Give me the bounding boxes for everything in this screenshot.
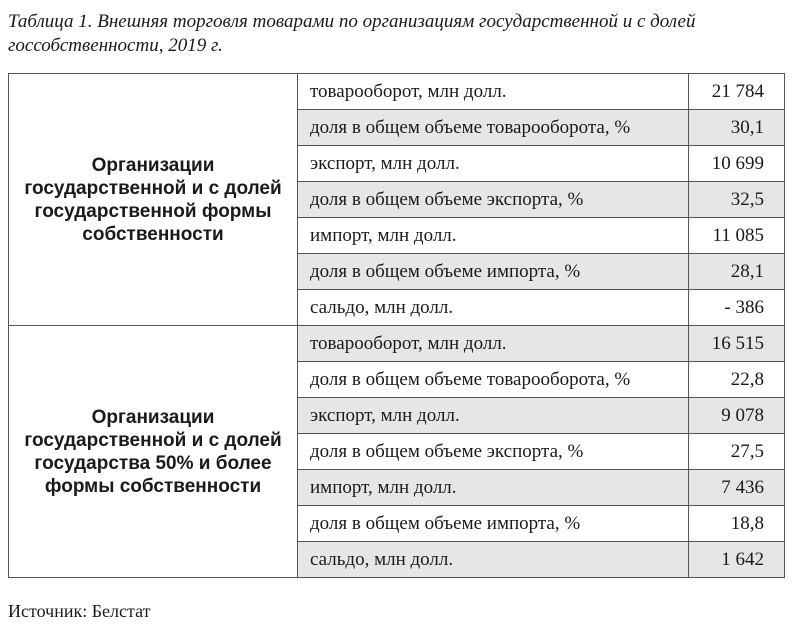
row-label: товарооборот, млн долл. xyxy=(298,74,689,110)
row-value: 30,1 xyxy=(689,110,785,146)
row-label: импорт, млн долл. xyxy=(298,470,689,506)
row-label: импорт, млн долл. xyxy=(298,218,689,254)
row-value: - 386 xyxy=(689,290,785,326)
row-label: доля в общем объеме товарооборота, % xyxy=(298,110,689,146)
row-value: 16 515 xyxy=(689,326,785,362)
row-value: 27,5 xyxy=(689,434,785,470)
table-caption: Таблица 1. Внешняя торговля товарами по организациям государственной и с долей госсобственности, 2019 г. xyxy=(8,11,696,56)
row-label: доля в общем объеме импорта, % xyxy=(298,506,689,542)
row-value: 32,5 xyxy=(689,182,785,218)
row-label: доля в общем объеме товарооборота, % xyxy=(298,362,689,398)
table-row xyxy=(9,326,785,362)
row-label: доля в общем объеме импорта, % xyxy=(298,254,689,290)
group-title: Организации государственной и с долей государства 50% и более формы собственности xyxy=(9,326,298,578)
row-value: 28,1 xyxy=(689,254,785,290)
row-label: экспорт, млн долл. xyxy=(298,146,689,182)
row-value: 1 642 xyxy=(689,542,785,578)
row-value: 9 078 xyxy=(689,398,785,434)
row-label: доля в общем объеме экспорта, % xyxy=(298,182,689,218)
row-value: 7 436 xyxy=(689,470,785,506)
table-row xyxy=(9,74,785,110)
row-value: 21 784 xyxy=(689,74,785,110)
row-value: 11 085 xyxy=(689,218,785,254)
row-label: сальдо, млн долл. xyxy=(298,290,689,326)
group-title: Организации государственной и с долей государственной формы собственности xyxy=(9,74,298,326)
row-value: 22,8 xyxy=(689,362,785,398)
row-label: товарооборот, млн долл. xyxy=(298,326,689,362)
source-note: Источник: Белстат xyxy=(8,601,151,621)
row-label: сальдо, млн долл. xyxy=(298,542,689,578)
row-label: экспорт, млн долл. xyxy=(298,398,689,434)
trade-table xyxy=(8,73,785,578)
row-value: 18,8 xyxy=(689,506,785,542)
row-label: доля в общем объеме экспорта, % xyxy=(298,434,689,470)
row-value: 10 699 xyxy=(689,146,785,182)
